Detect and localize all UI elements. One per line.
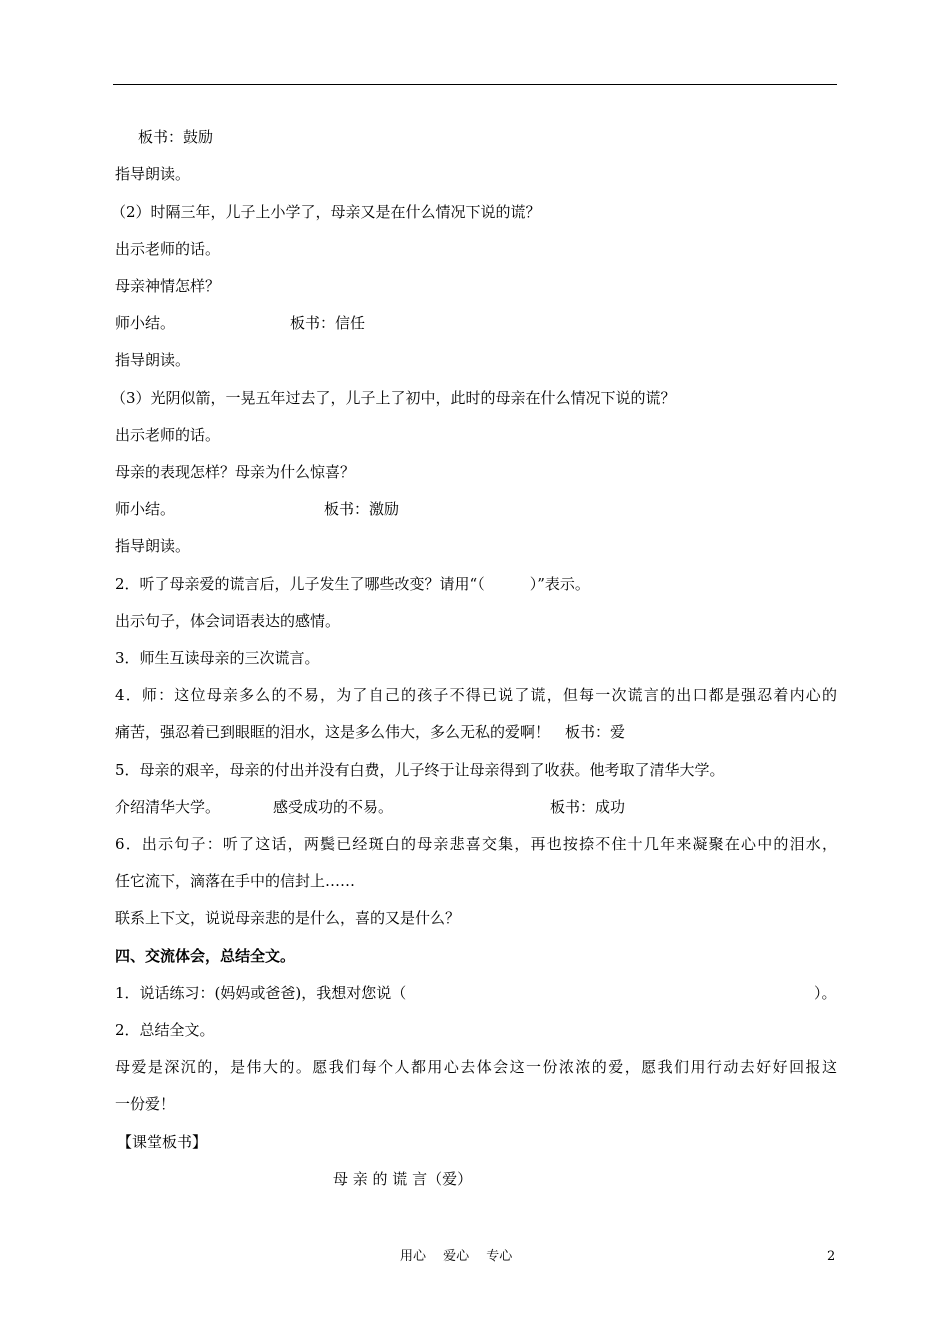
text-line: 出示老师的话。	[115, 240, 221, 258]
summary-label: 师小结。	[115, 500, 176, 518]
footer-motto: 用心 爱心 专心	[400, 1249, 513, 1264]
text-line: 母亲的表现怎样？母亲为什么惊喜？	[115, 463, 356, 481]
text-line-summary	[115, 313, 837, 333]
section-heading: 四、交流体会，总结全文。	[115, 947, 296, 965]
text-line: 母亲神情怎样？	[115, 277, 221, 295]
text-line: 5．母亲的艰辛，母亲的付出并没有白费，儿子终于让母亲得到了收获。他考取了清华大学。	[115, 761, 725, 779]
text-line-summary	[115, 499, 837, 519]
header-rule	[113, 84, 837, 85]
blackboard-note-inspire: 板书：激励	[324, 500, 400, 518]
text-line: 一份爱！	[115, 1095, 176, 1113]
text-line: 联系上下文，说说母亲悲的是什么，喜的又是什么？	[115, 909, 461, 927]
text-line-tsinghua	[115, 797, 837, 817]
text-line: 3．师生互读母亲的三次谎言。	[115, 649, 320, 667]
blackboard-note-encourage: 板书：鼓励	[138, 128, 214, 146]
intro-label: 介绍清华大学。	[115, 798, 221, 816]
text-line: 出示句子，体会词语表达的感情。	[115, 612, 341, 630]
text-line: 6．出示句子：听了这话，两鬓已经斑白的母亲悲喜交集，再也按捺不住十几年来凝聚在心中的泪水，	[115, 835, 837, 853]
text-line: 指导朗读。	[115, 165, 191, 183]
text-line: 出示老师的话。	[115, 426, 221, 444]
text-line: 指导朗读。	[115, 351, 191, 369]
blackboard-title: 母 亲 的 谎 言（爱）	[333, 1170, 473, 1188]
summary-label: 师小结。	[115, 314, 176, 332]
text-line: 指导朗读。	[115, 537, 191, 555]
text-line: 2．总结全文。	[115, 1021, 215, 1039]
text-line: （2）时隔三年，儿子上小学了，母亲又是在什么情况下说的谎？	[111, 203, 541, 221]
text-line: 2．听了母亲爱的谎言后，儿子发生了哪些改变？请用“（ ）”表示。	[115, 575, 590, 593]
text-line-speaking-practice	[115, 983, 837, 1003]
practice-prompt: 1．说话练习：(妈妈或爸爸)，我想对您说（	[115, 984, 407, 1002]
text-line: 母爱是深沉的，是伟大的。愿我们每个人都用心去体会这一份浓浓的爱，愿我们用行动去好好回报这	[115, 1058, 837, 1076]
text-line: （3）光阴似箭，一晃五年过去了，儿子上了初中，此时的母亲在什么情况下说的谎？	[111, 389, 676, 407]
practice-blank-end: ）。	[814, 984, 837, 1002]
text-line: 任它流下，滴落在手中的信封上……	[115, 872, 356, 890]
feel-label: 感受成功的不易。	[273, 798, 394, 816]
blackboard-note-trust: 板书：信任	[290, 314, 366, 332]
page-number: 2	[827, 1249, 836, 1264]
text-line: 痛苦，强忍着已到眼眶的泪水，这是多么伟大，多么无私的爱啊！ 板书：爱	[115, 723, 626, 741]
blackboard-heading: 【课堂板书】	[117, 1133, 208, 1151]
text-line: 4．师：这位母亲多么的不易，为了自己的孩子不得已说了谎，但每一次谎言的出口都是强忍着内心的	[115, 686, 837, 704]
blackboard-note-success: 板书：成功	[550, 798, 626, 816]
